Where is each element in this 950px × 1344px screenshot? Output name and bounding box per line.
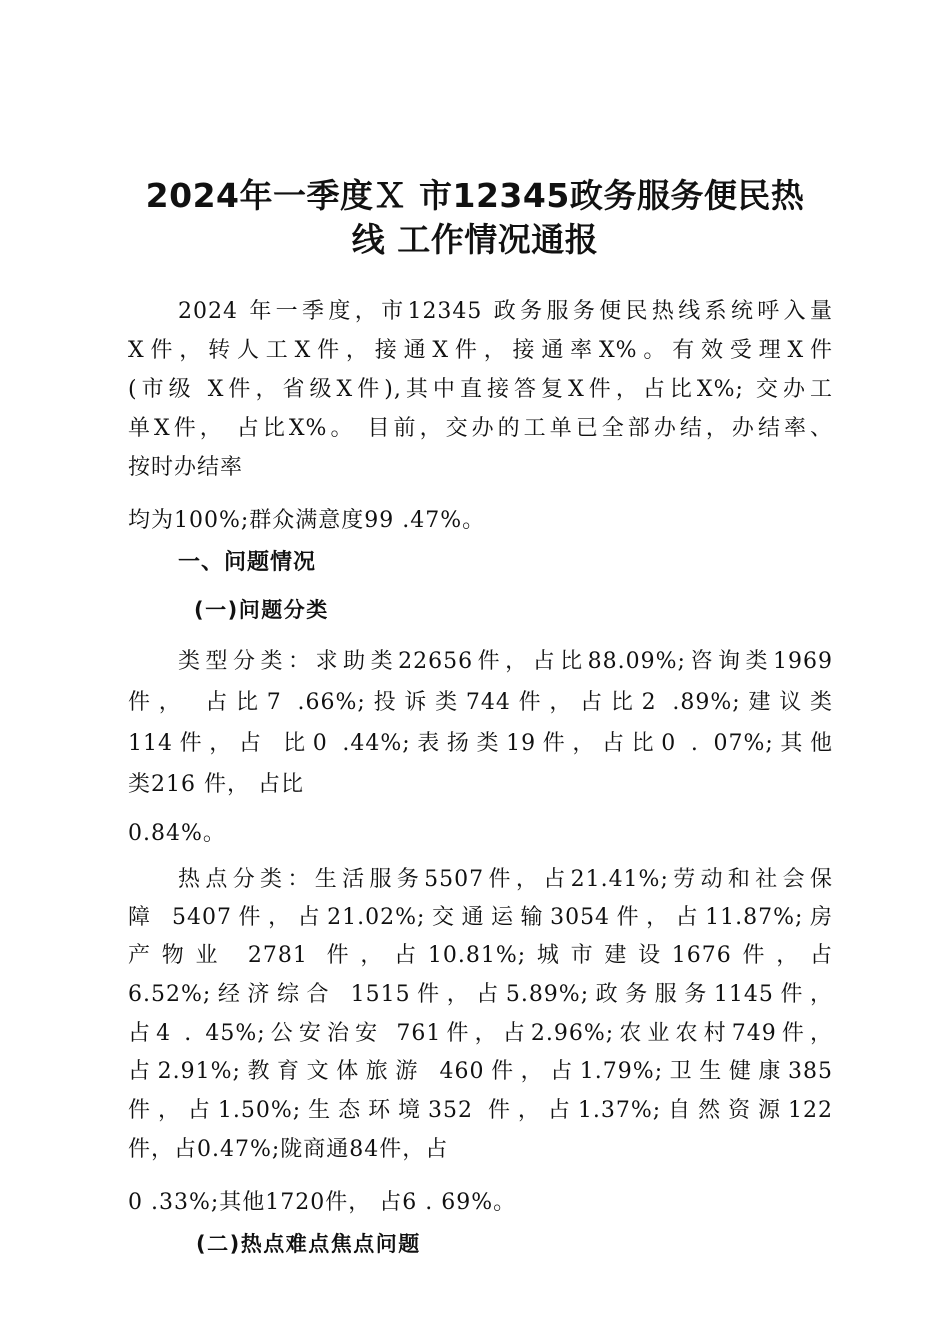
paragraph-line: 按时办结率	[128, 455, 244, 480]
paragraph-line: 2024 年一季度，市12345 政务服务便民热线系统呼入量	[178, 299, 833, 324]
paragraph-line: X件，转人工X件，接通X件，接通率X%。有效受理X件	[128, 338, 833, 363]
paragraph-line: 类型分类：求助类22656件，占比88.09%;咨询类1969	[178, 649, 833, 674]
subsection-heading: (二)热点难点焦点问题	[196, 1232, 421, 1256]
document-title-line-1: 2024年一季度Ｘ 市12345政务服务便民热	[145, 176, 805, 215]
paragraph-line: 占4 . 45%;公安治安 761件，占2.96%;农业农村749件，	[128, 1021, 833, 1046]
subsection-heading: (一)问题分类	[194, 598, 329, 622]
paragraph-line: 件，占0.47%;陇商通84件，占	[128, 1137, 449, 1162]
document-title-line-2: 线 工作情况通报	[351, 220, 599, 259]
paragraph-line: 热点分类：生活服务5507件，占21.41%;劳动和社会保	[178, 867, 833, 892]
paragraph-line: 0.84%。	[128, 821, 226, 846]
paragraph-line: 6.52%;经济综合 1515件，占5.89%;政务服务1145件，	[128, 982, 833, 1007]
paragraph-line: 产物业 2781 件，占10.81%;城市建设1676件，占	[128, 943, 833, 968]
paragraph-line: 占2.91%;教育文体旅游 460件，占1.79%;卫生健康385	[128, 1059, 833, 1084]
section-heading: 一、问题情况	[178, 550, 317, 575]
paragraph-line: 类216 件， 占比	[128, 772, 304, 797]
paragraph-line: 均为100%;群众满意度99 .47%。	[128, 508, 486, 533]
paragraph-line: 0 .33%;其他1720件， 占6 . 69%。	[128, 1190, 517, 1215]
paragraph-line: (市级 X件，省级X件),其中直接答复X件，占比X%; 交办工	[128, 377, 833, 402]
paragraph-line: 件，占1.50%;生态环境352 件，占1.37%;自然资源122	[128, 1098, 833, 1123]
paragraph-line: 单X件， 占比X%。 目前，交办的工单已全部办结，办结率、	[128, 416, 833, 441]
paragraph-line: 114件，占 比0 .44%;表扬类19件，占比0 . 07%;其他	[128, 731, 833, 756]
paragraph-line: 障 5407件，占21.02%;交通运输3054件，占11.87%;房	[128, 905, 833, 930]
paragraph-line: 件， 占比7 .66%;投诉类744件，占比2 .89%;建议类	[128, 690, 833, 715]
